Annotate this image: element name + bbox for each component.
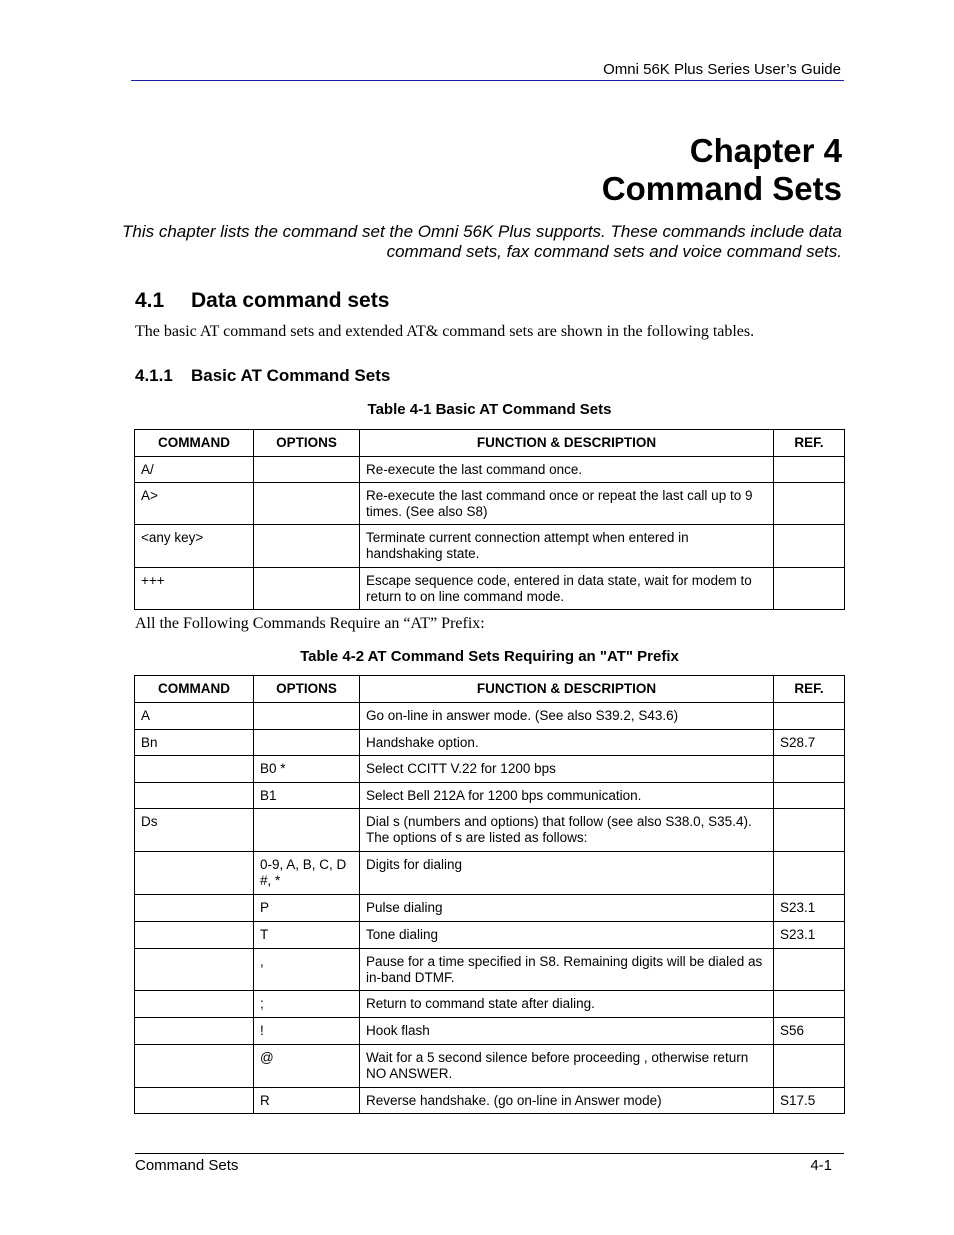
cell-options: @ [254, 1045, 360, 1088]
cell-command [135, 922, 254, 949]
cell-function: Select Bell 212A for 1200 bps communication. [360, 783, 774, 809]
cell-function: Go on-line in answer mode. (See also S39.2, S43.6) [360, 703, 774, 730]
table2-body [135, 703, 845, 1114]
cell-options [254, 568, 360, 610]
cell-options [254, 730, 360, 756]
header-divider [131, 80, 844, 81]
cell-ref: S23.1 [774, 895, 845, 922]
table-row [135, 525, 845, 568]
table-row [135, 756, 845, 783]
footer-section-name: Command Sets [135, 1157, 239, 1174]
cell-function: Reverse handshake. (go on-line in Answer mode) [360, 1088, 774, 1114]
table1-body [135, 457, 845, 610]
column-header-options: OPTIONS [254, 676, 360, 703]
cell-options: 0-9, A, B, C, D #, * [254, 852, 360, 895]
table-row [135, 483, 845, 525]
table-row [135, 991, 845, 1018]
cell-function: Re-execute the last command once or repeat the last call up to 9 times. (See also S8) [360, 483, 774, 525]
section-paragraph: The basic AT command sets and extended AT& command sets are shown in the following tables. [135, 323, 755, 340]
cell-ref [774, 568, 845, 610]
cell-function: Terminate current connection attempt when entered in handshaking state. [360, 525, 774, 568]
cell-function: Tone dialing [360, 922, 774, 949]
cell-function: Escape sequence code, entered in data state, wait for modem to return to on line command mode. [360, 568, 774, 610]
cell-options [254, 809, 360, 852]
cell-ref [774, 525, 845, 568]
cell-ref [774, 1045, 845, 1088]
basic-at-command-table [134, 429, 845, 610]
cell-command [135, 783, 254, 809]
table-row [135, 852, 845, 895]
subsection-number: 4.1.1 [135, 366, 173, 385]
subsection-heading [135, 366, 390, 386]
cell-command [135, 991, 254, 1018]
cell-options: , [254, 949, 360, 991]
cell-command: <any key> [135, 525, 254, 568]
cell-ref [774, 783, 845, 809]
cell-options [254, 703, 360, 730]
table-row [135, 457, 845, 483]
cell-function: Re-execute the last command once. [360, 457, 774, 483]
cell-ref [774, 457, 845, 483]
table-header-row [135, 430, 845, 457]
table-header-row [135, 676, 845, 703]
cell-command [135, 1088, 254, 1114]
cell-ref [774, 852, 845, 895]
cell-ref [774, 949, 845, 991]
table-row [135, 703, 845, 730]
column-header-ref: REF. [774, 430, 845, 457]
cell-command: A [135, 703, 254, 730]
cell-function: Pulse dialing [360, 895, 774, 922]
cell-options [254, 525, 360, 568]
cell-options: ! [254, 1018, 360, 1045]
cell-options [254, 457, 360, 483]
cell-function: Wait for a 5 second silence before proceeding , otherwise return NO ANSWER. [360, 1045, 774, 1088]
cell-ref [774, 756, 845, 783]
table-row [135, 730, 845, 756]
cell-ref [774, 809, 845, 852]
cell-function: Return to command state after dialing. [360, 991, 774, 1018]
table-row [135, 809, 845, 852]
cell-function: Hook flash [360, 1018, 774, 1045]
table-row [135, 568, 845, 610]
subsection-title: Basic AT Command Sets [191, 366, 391, 385]
table2-caption: Table 4-2 AT Command Sets Requiring an "AT" Prefix [300, 648, 679, 665]
chapter-intro: This chapter lists the command set the Omni 56K Plus supports. These commands include data command sets, fax command sets and voice command sets. [122, 222, 843, 261]
cell-function: Handshake option. [360, 730, 774, 756]
cell-command: A/ [135, 457, 254, 483]
cell-command [135, 1018, 254, 1045]
cell-options: ; [254, 991, 360, 1018]
cell-ref [774, 483, 845, 525]
cell-command [135, 756, 254, 783]
cell-command [135, 852, 254, 895]
cell-options: B0 * [254, 756, 360, 783]
cell-command [135, 1045, 254, 1088]
column-header-function: FUNCTION & DESCRIPTION [360, 430, 774, 457]
cell-ref: S28.7 [774, 730, 845, 756]
cell-command: Bn [135, 730, 254, 756]
section-heading [135, 289, 389, 313]
cell-ref: S17.5 [774, 1088, 845, 1114]
table-row [135, 1088, 845, 1114]
column-header-command: COMMAND [135, 430, 254, 457]
cell-ref [774, 991, 845, 1018]
table-row [135, 895, 845, 922]
cell-command: Ds [135, 809, 254, 852]
table-row [135, 949, 845, 991]
table-row [135, 1045, 845, 1088]
cell-function: Dial s (numbers and options) that follow (see also S38.0, S35.4). The options of s are listed as follows: [360, 809, 774, 852]
section-number: 4.1 [135, 289, 165, 312]
cell-ref: S56 [774, 1018, 845, 1045]
table-row [135, 1018, 845, 1045]
cell-function: Digits for dialing [360, 852, 774, 895]
cell-command [135, 895, 254, 922]
running-header: Omni 56K Plus Series User’s Guide [603, 61, 841, 78]
section-title: Data command sets [191, 289, 390, 312]
table1-caption: Table 4-1 Basic AT Command Sets [367, 401, 612, 418]
cell-options [254, 483, 360, 525]
cell-command [135, 949, 254, 991]
chapter-name: Command Sets [601, 170, 842, 207]
footer-divider [135, 1153, 844, 1154]
cell-options: T [254, 922, 360, 949]
column-header-function: FUNCTION & DESCRIPTION [360, 676, 774, 703]
column-header-command: COMMAND [135, 676, 254, 703]
chapter-number: Chapter 4 [689, 132, 842, 169]
cell-function: Select CCITT V.22 for 1200 bps [360, 756, 774, 783]
prefix-note: All the Following Commands Require an “AT” Prefix: [135, 615, 485, 632]
cell-command: +++ [135, 568, 254, 610]
column-header-options: OPTIONS [254, 430, 360, 457]
cell-ref: S23.1 [774, 922, 845, 949]
cell-options: B1 [254, 783, 360, 809]
cell-options: P [254, 895, 360, 922]
cell-function: Pause for a time specified in S8. Remaining digits will be dialed as in-band DTMF. [360, 949, 774, 991]
table-row [135, 922, 845, 949]
at-prefix-command-table [134, 675, 845, 1114]
cell-command: A> [135, 483, 254, 525]
cell-options: R [254, 1088, 360, 1114]
page-number: 4-1 [810, 1157, 832, 1174]
chapter-title [602, 132, 842, 208]
column-header-ref: REF. [774, 676, 845, 703]
table-row [135, 783, 845, 809]
cell-ref [774, 703, 845, 730]
